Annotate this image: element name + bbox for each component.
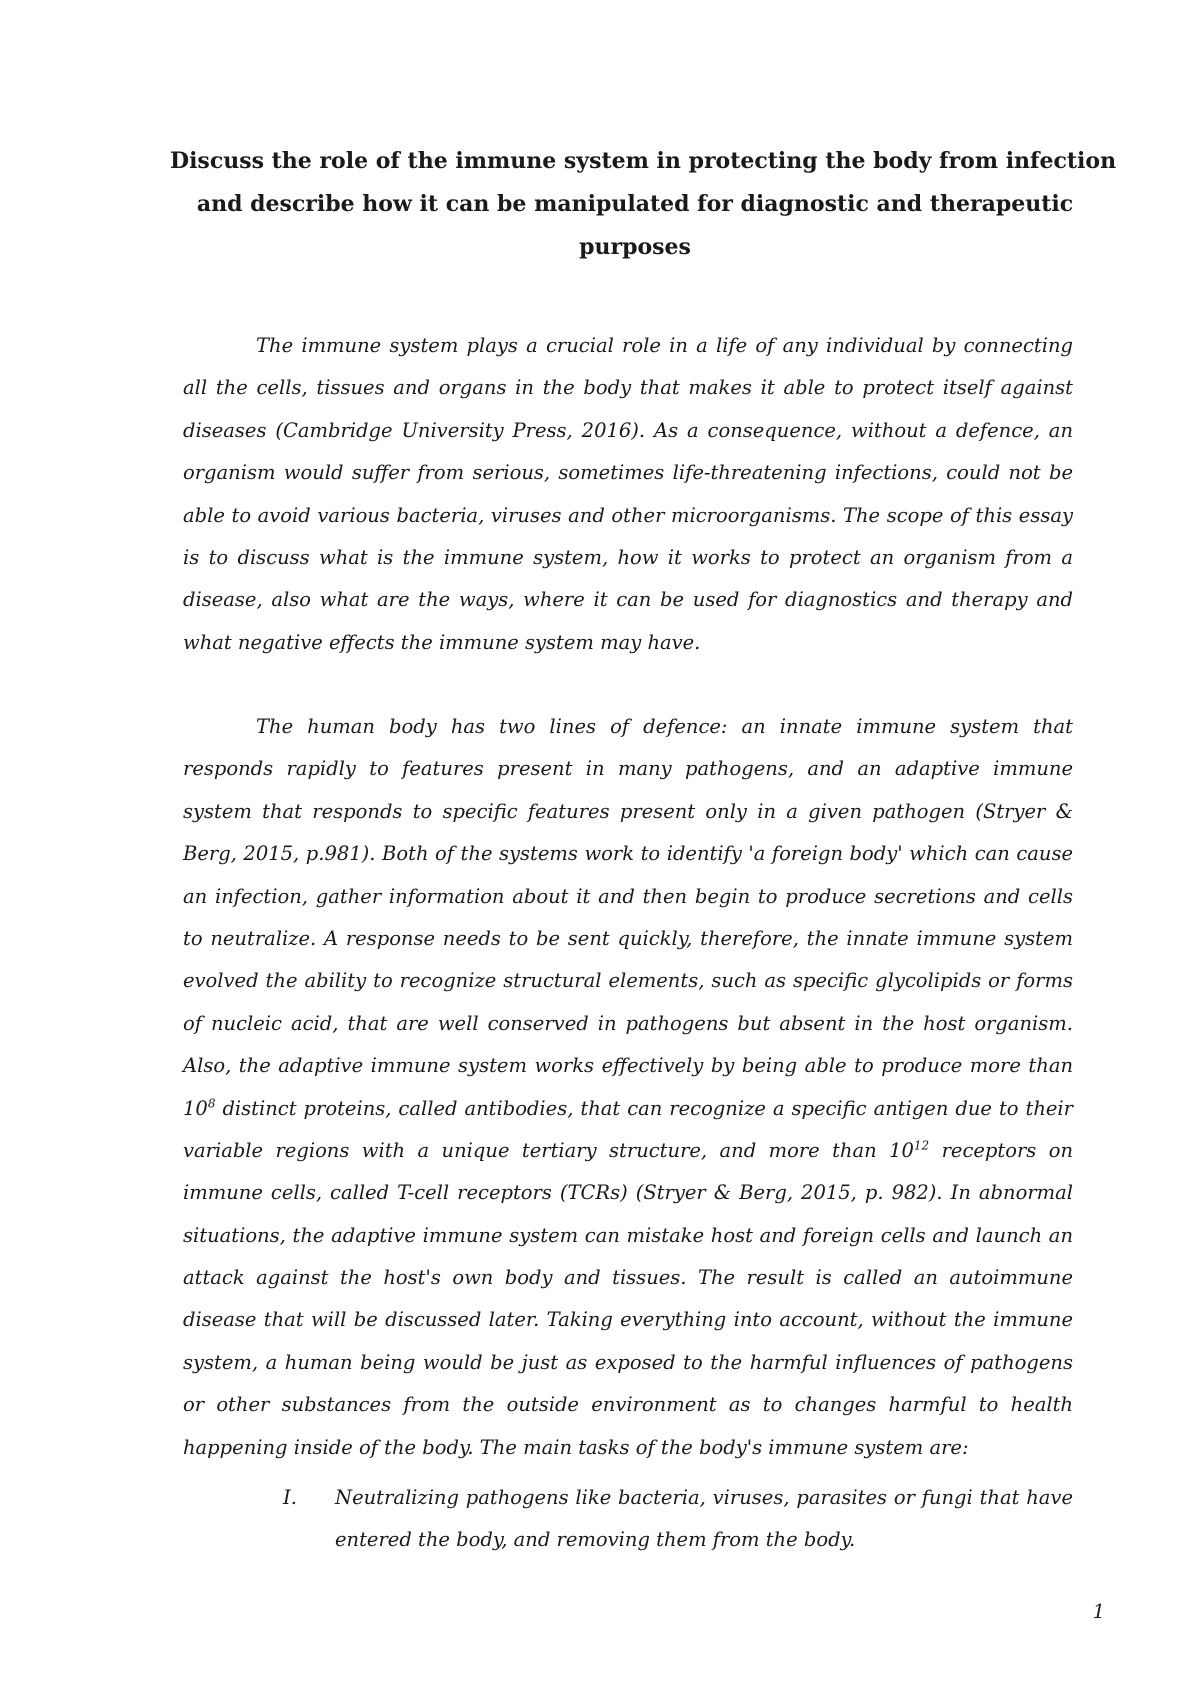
intro-paragraph [183, 325, 1073, 664]
text-line: diseases (Cambridge University Press, 2016). As a consequence, without a defence, an [183, 418, 1073, 442]
text-line-with-superscript [183, 1088, 1073, 1130]
title-line: purposes [579, 234, 691, 260]
text-line: or other substances from the outside environment as to changes harmful to health [183, 1393, 1073, 1417]
text-line: immune cells, called T-cell receptors (TCRs) (Stryer & Berg, 2015, p. 982). In abnormal [183, 1181, 1073, 1205]
text-line: evolved the ability to recognize structural elements, such as specific glycolipids or forms [183, 969, 1073, 993]
superscript-exponent: 8 [207, 1096, 216, 1111]
text-line: responds rapidly to features present in many pathogens, and an adaptive immune [183, 757, 1073, 781]
text-line: happening inside of the body. The main tasks of the body's immune system are: [183, 1435, 969, 1459]
text-line: Neutralizing pathogens like bacteria, viruses, parasites or fungi that have [335, 1486, 1073, 1509]
text-line: Berg, 2015, p.981). Both of the systems work to identify 'a foreign body' which can cause [183, 842, 1073, 866]
superscript-exponent: 12 [913, 1138, 930, 1153]
text-line: able to avoid various bacteria, viruses and other microorganisms. The scope of this essay [183, 503, 1073, 527]
text-line: disease, also what are the ways, where it can be used for diagnostics and therapy and [183, 588, 1073, 612]
text-line: attack against the host's own body and tissues. The result is called an autoimmune [183, 1266, 1073, 1290]
line-text: variable regions with a unique tertiary structure, and more than 10 [183, 1138, 914, 1162]
list-item-text [335, 1477, 1073, 1562]
body-paragraph [183, 706, 1073, 1469]
text-line: system that responds to specific features present only in a given pathogen (Stryer & [183, 799, 1073, 823]
text-line: an infection, gather information about it and then begin to produce secretions and cells [183, 884, 1073, 908]
text-line: disease that will be discussed later. Taking everything into account, without the immune [183, 1308, 1073, 1332]
text-line-with-superscript [183, 1130, 1073, 1172]
text-line: situations, the adaptive immune system can mistake host and foreign cells and launch an [183, 1223, 1073, 1247]
page-number: 1 [1092, 1600, 1105, 1623]
text-line: The immune system plays a crucial role in a life of any individual by connecting [256, 334, 1073, 357]
text-line: Also, the adaptive immune system works effectively by being able to produce more than [183, 1054, 1073, 1078]
text-line: organism would suffer from serious, sometimes life-threatening infections, could not be [183, 461, 1073, 485]
line-text: receptors on [929, 1138, 1074, 1162]
text-line: what negative effects the immune system may have. [183, 630, 701, 654]
title-line: Discuss the role of the immune system in protecting the body from infection [170, 148, 1117, 174]
text-line: The human body has two lines of defence: an innate immune system that [256, 715, 1073, 738]
title-line: and describe how it can be manipulated for diagnostic and therapeutic [196, 191, 1074, 217]
text-line: to neutralize. A response needs to be sent quickly, therefore, the innate immune system [183, 926, 1073, 950]
essay-title [170, 140, 1117, 269]
number-base: 10 [183, 1096, 208, 1120]
text-line: all the cells, tissues and organs in the body that makes it able to protect itself against [183, 376, 1073, 400]
text-line: entered the body, and removing them from the body. [335, 1528, 856, 1552]
text-line: is to discuss what is the immune system, how it works to protect an organism from a [183, 545, 1073, 569]
list-marker: I. [283, 1486, 297, 1509]
line-text: distinct proteins, called antibodies, that can recognize a specific antigen due to their [215, 1096, 1073, 1120]
text-line: system, a human being would be just as exposed to the harmful influences of pathogens [183, 1350, 1073, 1374]
text-line: of nucleic acid, that are well conserved in pathogens but absent in the host organism. [183, 1011, 1073, 1035]
